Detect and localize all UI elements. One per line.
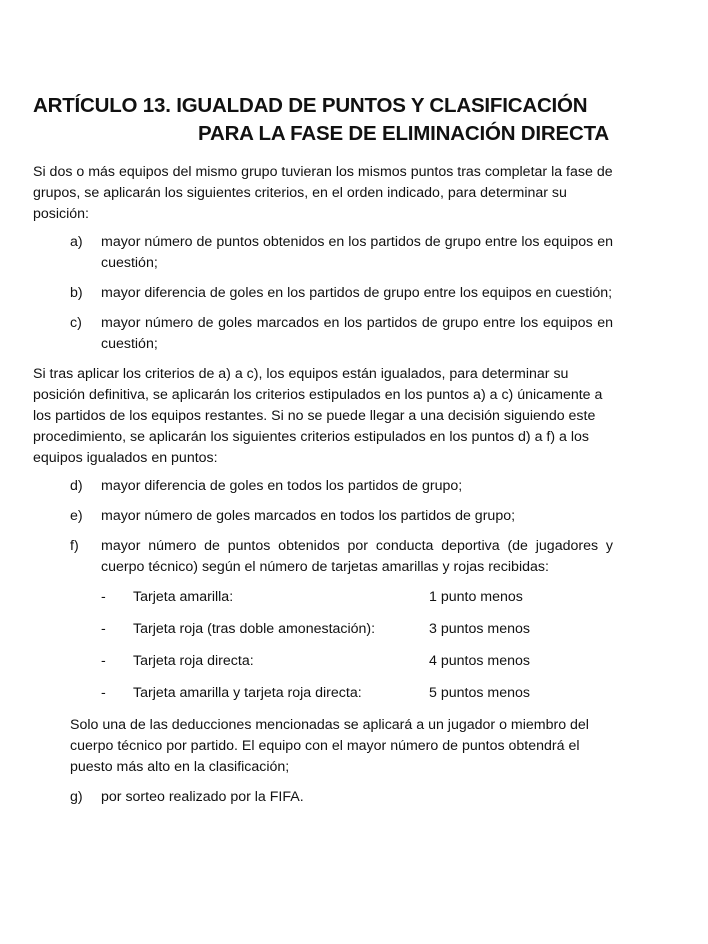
criterion-marker: e) xyxy=(70,508,83,524)
criterion-text: mayor número de puntos obtenidos en los partidos de grupo entre los equipos en cuestión; xyxy=(101,234,613,271)
criteria-list-g xyxy=(33,787,613,808)
criterion-marker: b) xyxy=(70,285,83,301)
deduction-label: Tarjeta roja directa: xyxy=(133,653,254,669)
deduction-value: 3 puntos menos xyxy=(429,621,530,637)
criterion-text: por sorteo realizado por la FIFA. xyxy=(101,789,304,805)
deduction-row xyxy=(33,619,613,640)
deduction-label: Tarjeta amarilla y tarjeta roja directa: xyxy=(133,685,362,701)
criterion-marker: g) xyxy=(70,789,83,805)
article-title-line-1: ARTÍCULO 13. IGUALDAD DE PUNTOS Y CLASIFICACIÓN xyxy=(33,94,588,117)
criterion-b xyxy=(33,283,613,304)
criterion-g xyxy=(33,787,613,808)
criterion-marker: c) xyxy=(70,315,82,331)
deduction-value: 4 puntos menos xyxy=(429,653,530,669)
criterion-text: mayor número de goles marcados en los partidos de grupo entre los equipos en cuestión; xyxy=(101,315,613,352)
criterion-a xyxy=(33,232,613,274)
criteria-list-a-c xyxy=(33,232,613,355)
card-deductions-list xyxy=(33,587,613,704)
criterion-text: mayor número de goles marcados en todos los partidos de grupo; xyxy=(101,508,516,524)
article-page xyxy=(33,92,613,808)
criteria-list-d-f xyxy=(33,476,613,578)
middle-paragraph: Si tras aplicar los criterios de a) a c), los equipos están igualados, para determinar su posición definitiva, se aplicarán los criterios estipulados en los puntos a) a c) únicamente a los partidos de los equipos restantes. Si no se puede llegar a una decisión siguiendo este procedimiento, se aplicarán los siguientes criterios estipulados en los puntos d) a f) a los equipos igualados en puntos: xyxy=(33,366,603,466)
criterion-d xyxy=(33,476,613,497)
dash-bullet: - xyxy=(101,621,106,637)
deduction-label: Tarjeta roja (tras doble amonestación): xyxy=(133,621,376,637)
deduction-label: Tarjeta amarilla: xyxy=(133,589,234,605)
criterion-text: mayor número de puntos obtenidos por conducta deportiva (de jugadores y cuerpo técnico) según el número de tarjetas amarillas y rojas recibidas: xyxy=(101,538,613,575)
dash-bullet: - xyxy=(101,685,106,701)
deduction-row xyxy=(33,587,613,608)
deduction-row xyxy=(33,651,613,672)
deduction-note: Solo una de las deducciones mencionadas se aplicará a un jugador o miembro del cuerpo técnico por partido. El equipo con el mayor número de puntos obtendrá el puesto más alto en la clasificación; xyxy=(70,717,589,775)
dash-bullet: - xyxy=(101,653,106,669)
article-title-line-2: PARA LA FASE DE ELIMINACIÓN DIRECTA xyxy=(198,122,609,145)
deduction-value: 1 punto menos xyxy=(429,589,523,605)
deduction-value: 5 puntos menos xyxy=(429,685,530,701)
dash-bullet: - xyxy=(101,589,106,605)
criterion-marker: d) xyxy=(70,478,83,494)
criterion-f xyxy=(33,536,613,578)
criterion-c xyxy=(33,313,613,355)
criterion-marker: a) xyxy=(70,234,83,250)
article-title xyxy=(33,92,613,148)
criterion-marker: f) xyxy=(70,538,79,554)
criterion-text: mayor diferencia de goles en los partidos de grupo entre los equipos en cuestión; xyxy=(101,285,613,301)
criterion-text: mayor diferencia de goles en todos los partidos de grupo; xyxy=(101,478,463,494)
intro-paragraph: Si dos o más equipos del mismo grupo tuvieran los mismos puntos tras completar la fase de grupos, se aplicarán los siguientes criterios, en el orden indicado, para determinar su posición: xyxy=(33,164,613,222)
criterion-e xyxy=(33,506,613,527)
deduction-row xyxy=(33,683,613,704)
